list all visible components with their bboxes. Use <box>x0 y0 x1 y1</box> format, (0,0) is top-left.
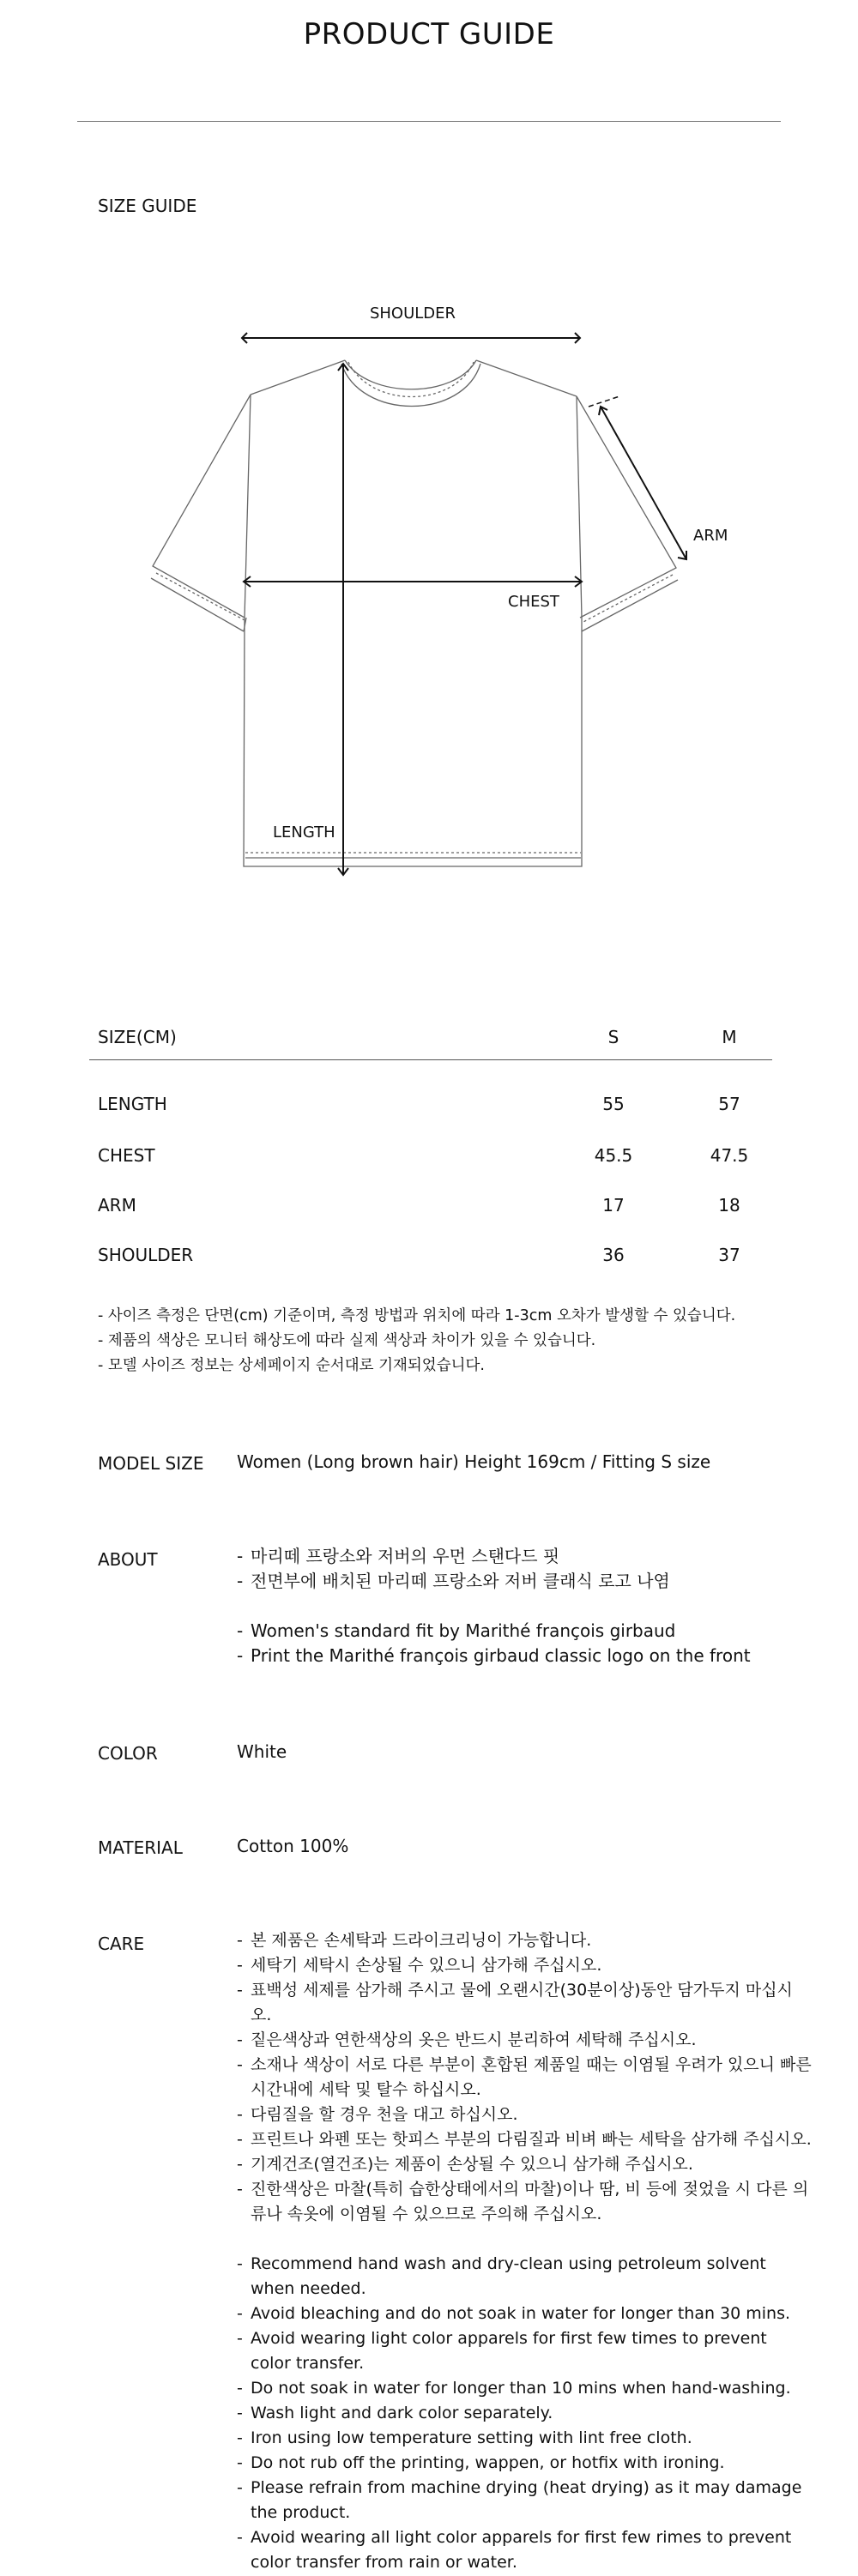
about-item: - Print the Marithé françois girbaud classic logo on the front <box>237 1644 751 1668</box>
care-item: - 세탁기 세탁시 손상될 수 있으니 삼가해 주십시오. <box>237 1953 812 1978</box>
size-s-value: 17 <box>602 1195 625 1216</box>
row-label: ARM <box>98 1195 136 1216</box>
length-label: LENGTH <box>273 823 335 842</box>
note-item: - 모델 사이즈 정보는 상세페이지 순서대로 기재되었습니다. <box>98 1357 485 1374</box>
note-item: - 제품의 색상은 모니터 해상도에 따라 실제 색상과 차이가 있을 수 있습니다. <box>98 1332 596 1349</box>
care-instructions <box>237 1928 812 2575</box>
care-item: - Recommend hand wash and dry-clean using petroleum solvent when needed. <box>237 2252 812 2302</box>
care-item: - 본 제품은 손세탁과 드라이크리닝이 가능합니다. <box>237 1928 812 1953</box>
row-label: LENGTH <box>98 1094 167 1114</box>
table-row <box>89 1131 772 1180</box>
care-item: - 소재나 색상이 서로 다른 부분이 혼합된 제품일 때는 이염될 우려가 있으니 빠른 시간내에 세탁 및 탈수 하십시오. <box>237 2053 812 2102</box>
about-item: - 마리떼 프랑소와 저버의 우먼 스탠다드 핏 <box>237 1544 751 1569</box>
measurement-notes <box>98 1304 735 1378</box>
size-s-value: 45.5 <box>594 1145 633 1166</box>
page-title: PRODUCT GUIDE <box>303 17 555 51</box>
about-item: - 전면부에 배치된 마리떼 프랑소와 저버 클래식 로고 나염 <box>237 1569 751 1594</box>
care-item: - 기계건조(열건조)는 제품이 손상될 수 있으니 삼가해 주십시오. <box>237 2152 812 2177</box>
tshirt-outline <box>151 360 678 866</box>
table-row <box>89 1180 772 1230</box>
size-table <box>89 1017 772 1280</box>
color-label: COLOR <box>98 1743 158 1764</box>
title-divider <box>77 121 781 122</box>
about-value <box>237 1544 751 1668</box>
arm-label: ARM <box>693 527 728 545</box>
color-value: White <box>237 1741 287 1762</box>
chest-label: CHEST <box>508 593 559 611</box>
care-label: CARE <box>98 1934 145 1954</box>
care-item: - Avoid wearing all light color apparels for first few rimes to prevent color transfer from rain or water. <box>237 2525 812 2575</box>
care-item: - Do not rub off the printing, wappen, or hotfix with ironing. <box>237 2451 812 2476</box>
about-label: ABOUT <box>98 1549 158 1570</box>
size-m-value: 37 <box>718 1245 740 1265</box>
note-item: - 사이즈 측정은 단면(cm) 기준이며, 측정 방법과 위치에 따라 1-3cm 오차가 발생할 수 있습니다. <box>98 1307 736 1324</box>
table-row <box>89 1230 772 1280</box>
measurement-lines <box>242 333 686 875</box>
size-m-value: 18 <box>718 1195 740 1216</box>
size-s-value: 36 <box>602 1245 625 1265</box>
model-size-value: Women (Long brown hair) Height 169cm / Fitting S size <box>237 1451 711 1472</box>
care-item: - 프린트나 와펜 또는 핫피스 부분의 다림질과 비벼 빠는 세탁을 삼가해 주십시오. <box>237 2127 812 2152</box>
care-item: - Avoid wearing light color apparels for first few times to prevent color transfer. <box>237 2326 812 2376</box>
care-item: - Do not soak in water for longer than 10 mins when hand-washing. <box>237 2376 812 2401</box>
size-guide-heading: SIZE GUIDE <box>98 196 197 216</box>
size-m-value: 47.5 <box>710 1145 749 1166</box>
material-value: Cotton 100% <box>237 1836 349 1856</box>
care-item: - 짙은색상과 연한색상의 옷은 반드시 분리하여 세탁해 주십시오. <box>237 2028 812 2053</box>
care-item: - 표백성 세제를 삼가해 주시고 물에 오랜시간(30분이상)동안 담가두지 마십시오. <box>237 1978 812 2028</box>
size-table-header <box>89 1017 772 1060</box>
care-item: - Iron using low temperature setting with lint free cloth. <box>237 2426 812 2451</box>
row-label: SHOULDER <box>98 1245 194 1265</box>
material-label: MATERIAL <box>98 1837 183 1858</box>
about-item: - Women's standard fit by Marithé françois girbaud <box>237 1619 751 1644</box>
care-item: - 진한색상은 마찰(특히 습한상태에서의 마찰)이나 땀, 비 등에 젖었을 시 다른 의류나 속옷에 이염될 수 있으므로 주의해 주십시오. <box>237 2177 812 2227</box>
model-size-label: MODEL SIZE <box>98 1453 204 1474</box>
row-label: CHEST <box>98 1145 155 1166</box>
care-item: - Please refrain from machine drying (heat drying) as it may damage the product. <box>237 2476 812 2525</box>
size-column-header: SIZE(CM) <box>89 1017 566 1060</box>
size-s-value: 55 <box>602 1094 625 1114</box>
table-row <box>89 1060 772 1131</box>
care-item: - Avoid bleaching and do not soak in water for longer than 30 mins. <box>237 2302 812 2326</box>
care-item: - Wash light and dark color separately. <box>237 2401 812 2426</box>
size-m-value: 57 <box>718 1094 740 1114</box>
care-item: - 다림질을 할 경우 천을 대고 하십시오. <box>237 2102 812 2127</box>
tshirt-size-diagram <box>137 292 728 892</box>
size-s-header: S <box>566 1017 686 1060</box>
size-m-header: M <box>686 1017 772 1060</box>
shoulder-label: SHOULDER <box>369 305 456 323</box>
